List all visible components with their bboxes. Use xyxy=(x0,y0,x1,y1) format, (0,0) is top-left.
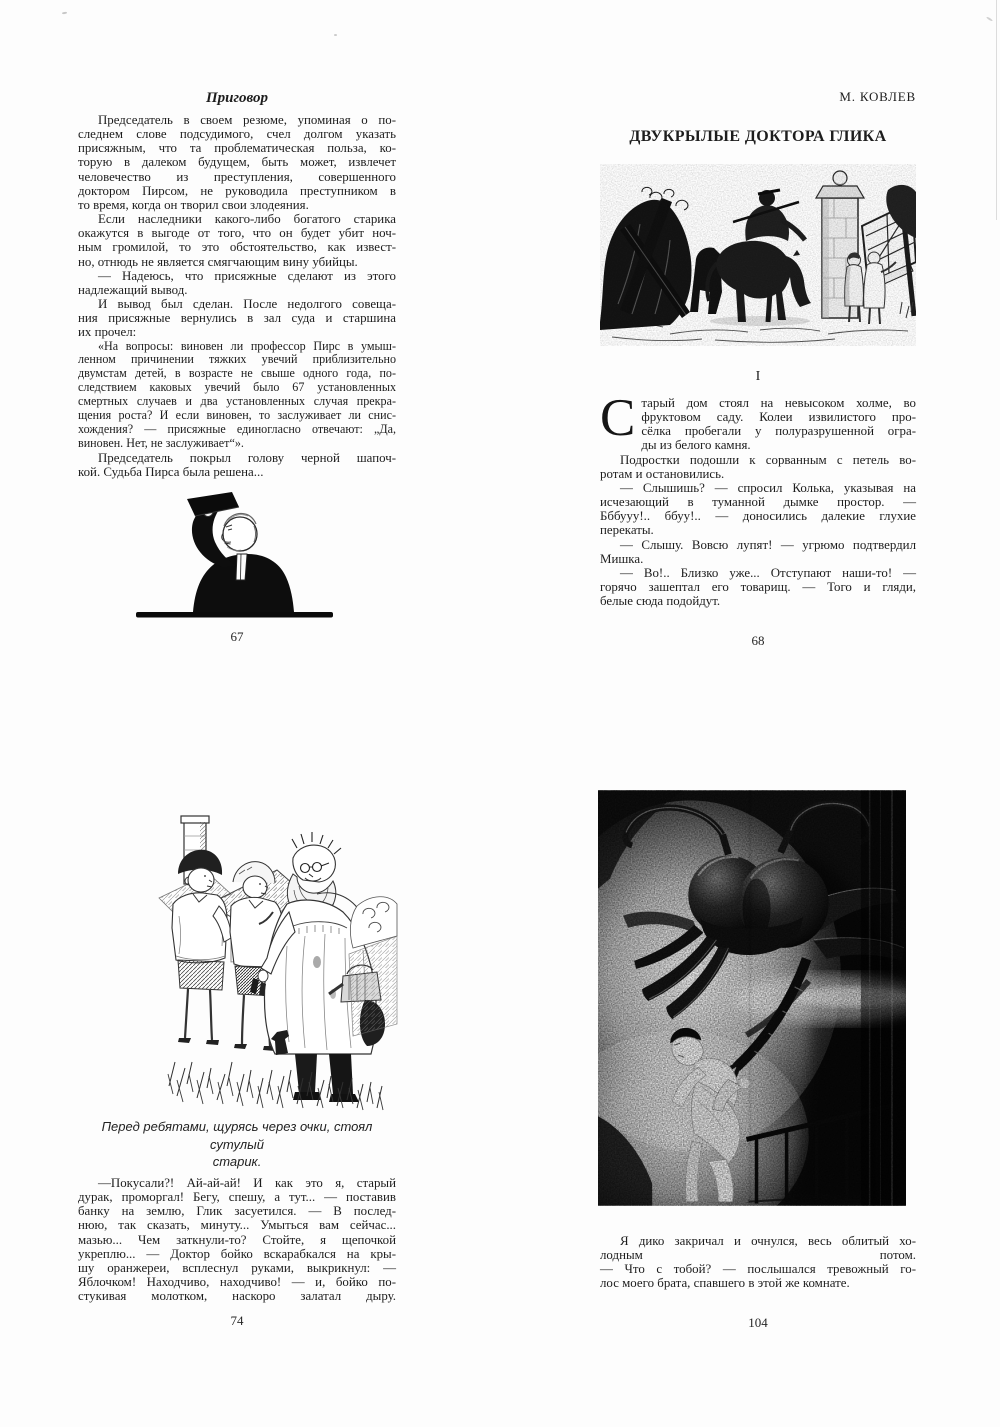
fly-illustration xyxy=(598,790,906,1206)
judge-illustration xyxy=(135,487,335,635)
story-title: ДВУКРЫЛЫЕ ДОКТОРА ГЛИКА xyxy=(629,128,887,145)
body-text-verdict: Председатель в своем резюме, упоминая о по- следнем слове подсудимого, счел долгом указать присяжным, что та проблематическая польза, ко- торую в далеком будущем, быть может, извлечет человечество из преступления, совершенного доктором Пирсом, не руководила преступником в то время, когда он творил свои злодеяния. Если наследники какого-либо богатого старика окажутся в выгоде от того, что он будет убит ноч- ным громилой, то это обстоятельство, как извест- но, отнюдь не является смягчающим вину убийцы. — Надеюсь, что присяжные сделают из этого надлежащий вывод. И вывод был сделан. После недолгого совеща- ния присяжные вернулись в зал суда и старшина их прочел: «На вопросы: виновен ли профессор Пирс в умыш- ленном причинении тяжких увечий приблизительно двумстам детей, в возрасте не свыше одного года, по- следствием каковых увечий было 67 установленных смертных случаев и два установленных случая прекра- щения роста? И если виновен, то заслуживает ли снис- хождения? — присяжные единогласно отвечают: „Да, виновен. Нет, не заслуживает“». Председатель покрыл голову черной шапоч- кой. Судьба Пирса была решена... xyxy=(78,113,396,479)
judge-figure xyxy=(187,492,294,612)
judge-desk-line xyxy=(136,612,333,618)
page-number-68: 68 xyxy=(751,633,765,648)
boy-one xyxy=(172,850,231,1045)
author-name: М. КОВЛЕВ xyxy=(839,89,916,104)
scan-edge-line xyxy=(996,0,997,220)
body-text-gliks-flies: С тарый дом стоял на невысоком холме, во фруктовом саду. Колеи извилистого про- сёлка пробегали у полуразрушенной огра- ды из белого камня. Подростки подошли к сорванным с петель во- ротам и остановились. — Слышишь? — спросил Колька, указывая на исчезающий в туманной дымке простор. — Бббууу!.. ббуу!.. — доносились далекие глухие перекаты. — Слышу. Вовсю лупят! — угрюмо подтвердил Мишка. — Во!.. Близко уже... Отступают наши-то! — горячо зашептал его товарищ. — Того и гляди, белые сюда подойдут. xyxy=(600,389,916,609)
body-text-glik: —Покусали?! Ай-ай-ай! И как это я, старый дурак, проморгал! Бегу, спешу, а тут... — поставив банку на землю, Глик засуетился. — В послед- нюю, так сказать, минуту... Умыться вам сейчас... мазью... Чем заткнули-то? Стойте, я щепочкой укреплю... — Доктор бойко вскарабкался на кры- шу оранжереи, всплеснул руками, выкрикнул: — Яблочком! Находчиво, находчиво! — и, бойко по- стукивая молотком, наскоро залатал дыру. xyxy=(78,1176,396,1304)
page-number-74: 74 xyxy=(230,1313,244,1328)
body-text-nightmare: Я дико закричал и очнулся, весь облитый хо- лодным потом. — Что с тобой? — послышался тревожный го- лос моего брата, спавшего в этой же комнате. xyxy=(600,1234,916,1291)
page-number-67: 67 xyxy=(230,629,244,644)
page-number-104: 104 xyxy=(748,1315,768,1330)
gate-illustration xyxy=(600,164,916,346)
scan-grain xyxy=(600,164,916,346)
greenhouse-and-bush xyxy=(349,897,397,1036)
scan-speck xyxy=(334,34,337,36)
drop-cap: С xyxy=(600,389,636,447)
scan-speck xyxy=(986,16,993,21)
old-man-illustration xyxy=(80,786,398,1112)
photo-caption: Перед ребятами, щурясь через очки, стоял сутулый старик. xyxy=(101,1119,373,1169)
scan-speck xyxy=(62,12,67,15)
chapter-heading: I xyxy=(755,369,761,384)
page-title-verdict: Приговор xyxy=(205,90,269,106)
